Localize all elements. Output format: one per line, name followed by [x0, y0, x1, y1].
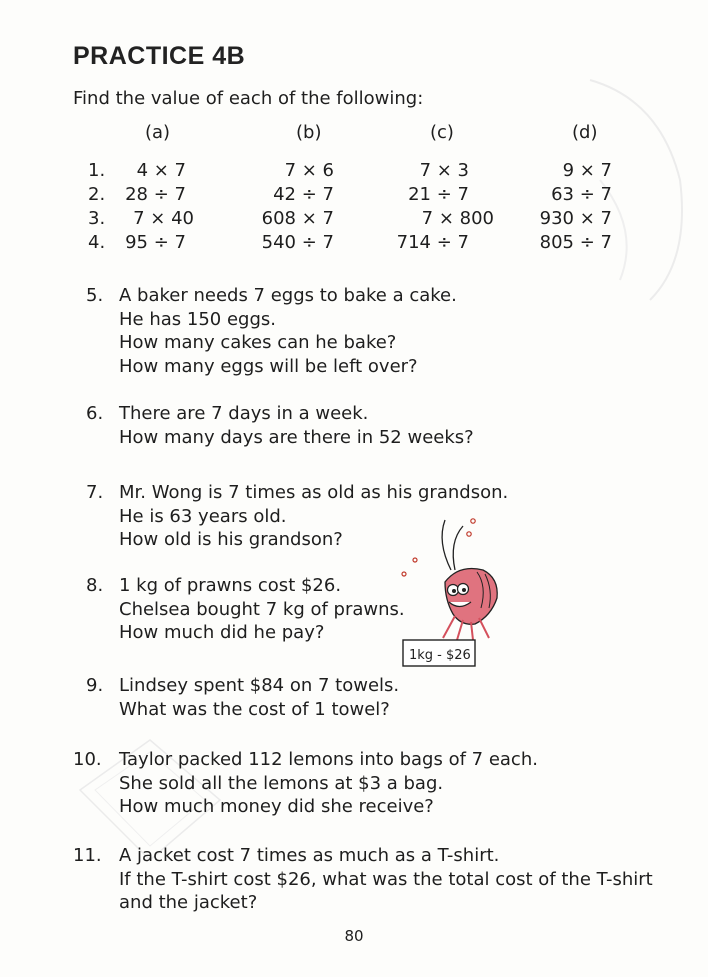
problem-number: 7.	[86, 482, 104, 503]
problem-9	[86, 674, 696, 721]
drill-cell-b: 540 ÷ 7	[261, 232, 334, 253]
problem-number: 8.	[86, 575, 104, 596]
drill-cell-a: 28 ÷ 7	[125, 184, 186, 205]
drill-cell-d: 805 ÷ 7	[539, 232, 612, 253]
problem-line: and the jacket?	[119, 892, 258, 913]
instruction-text: Find the value of each of the following:	[73, 88, 424, 109]
problem-number: 9.	[86, 675, 104, 696]
drill-cell-a: 7 × 40	[133, 208, 194, 229]
problem-line: He is 63 years old.	[119, 505, 287, 527]
prawn-price-sign: 1kg - $26	[409, 648, 471, 663]
problem-line: 1 kg of prawns cost $26.	[119, 575, 342, 596]
problem-line: How many cakes can he bake?	[119, 332, 397, 353]
problem-5	[86, 284, 696, 378]
problem-6	[86, 402, 696, 449]
drill-cell-d: 930 × 7	[539, 208, 612, 229]
problem-number: 11.	[73, 845, 102, 866]
drill-cell-d: 9 × 7	[562, 160, 612, 181]
drill-cell-b: 608 × 7	[261, 208, 334, 229]
problem-7	[86, 481, 696, 552]
problem-line: How many eggs will be left over?	[119, 355, 418, 377]
prawn-illustration	[393, 512, 503, 672]
drill-cell-b: 7 × 6	[284, 160, 334, 181]
problem-number: 5.	[86, 285, 104, 306]
column-header-c: (c)	[430, 122, 454, 143]
drill-cell-c: 714 ÷ 7	[396, 232, 469, 253]
row-number: 2.	[88, 184, 106, 205]
drill-cell-c: 21 ÷ 7	[408, 184, 469, 205]
problem-10	[73, 748, 696, 819]
problem-line: How old is his grandson?	[119, 529, 343, 550]
row-number: 3.	[88, 208, 106, 229]
drill-cell-a: 95 ÷ 7	[125, 232, 186, 253]
column-header-a: (a)	[145, 122, 171, 143]
row-number: 1.	[88, 160, 106, 181]
problem-number: 10.	[73, 749, 102, 770]
problem-number: 6.	[86, 403, 104, 424]
row-number: 4.	[88, 232, 106, 253]
problem-line: How much did he pay?	[119, 622, 325, 643]
problem-line: Lindsey spent $84 on 7 towels.	[119, 675, 400, 696]
drill-cell-d: 63 ÷ 7	[551, 184, 612, 205]
problem-line: Taylor packed 112 lemons into bags of 7 each.	[119, 749, 538, 770]
problem-11	[73, 844, 696, 915]
problem-line: Mr. Wong is 7 times as old as his grandson.	[119, 482, 509, 503]
drill-cell-c: 7 × 800	[421, 208, 494, 229]
problem-line: A baker needs 7 eggs to bake a cake.	[119, 285, 457, 306]
drill-cell-a: 4 × 7	[136, 160, 186, 181]
page-number: 80	[344, 927, 364, 945]
problem-line: A jacket cost 7 times as much as a T-shirt.	[119, 845, 500, 866]
problem-line: Chelsea bought 7 kg of prawns.	[119, 598, 405, 620]
problem-line: He has 150 eggs.	[119, 308, 276, 330]
drill-cell-b: 42 ÷ 7	[273, 184, 334, 205]
problem-line: How much money did she receive?	[119, 796, 434, 817]
problem-8	[86, 574, 696, 645]
problem-line: There are 7 days in a week.	[119, 403, 369, 424]
column-header-d: (d)	[572, 122, 598, 143]
problem-line: What was the cost of 1 towel?	[119, 698, 390, 720]
drill-cell-c: 7 × 3	[419, 160, 469, 181]
problem-line: She sold all the lemons at $3 a bag.	[119, 772, 444, 794]
page-title: PRACTICE 4B	[73, 42, 246, 70]
problem-line: If the T-shirt cost $26, what was the total cost of the T-shirt	[119, 868, 653, 890]
problem-line: How many days are there in 52 weeks?	[119, 426, 474, 448]
column-header-b: (b)	[296, 122, 322, 143]
